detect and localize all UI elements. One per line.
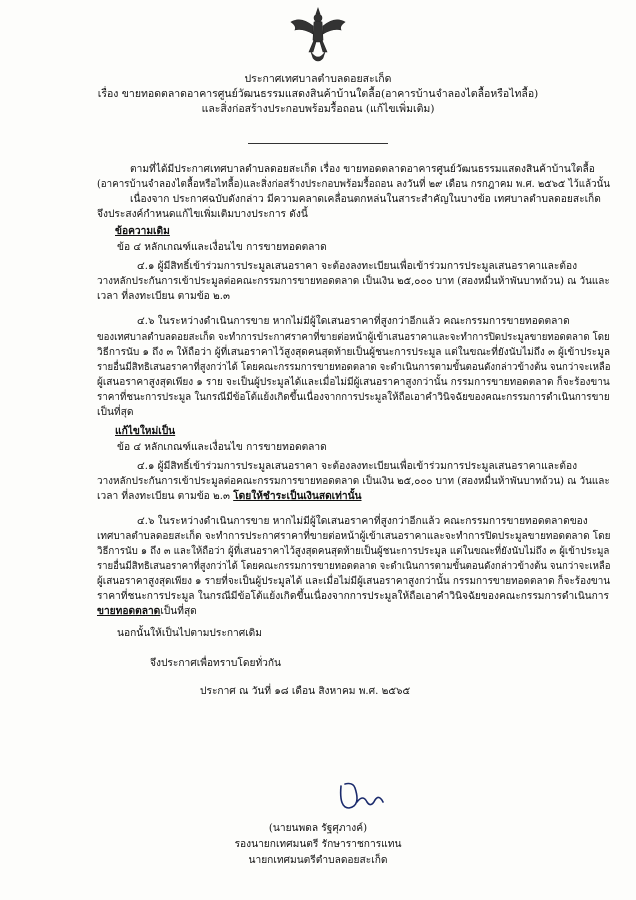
revised-41-line <box>97 490 362 503</box>
signature-icon <box>335 778 390 818</box>
original-41-line: ๔.๑ ผู้มีสิทธิ์เข้าร่วมการประมูลเสนอราคา จะต้องลงทะเบียนเพื่อเข้าร่วมการประมูลเสนอราคาและต้อง <box>137 261 578 272</box>
issuer-title: ประกาศเทศบาลตำบลดอยสะเก็ด <box>244 73 392 85</box>
original-46-line: ของเทศบาลตำบลดอยสะเก็ด จะทำการประกาศราคาที่ขายต่อหน้าผู้เข้าเสนอราคาและจะทำการปิดประมูลขายทอดตลาด โดย <box>97 332 610 343</box>
garuda-emblem-icon <box>287 6 349 66</box>
intro-line: ตามที่ได้มีประกาศเทศบาลตำบลดอยสะเก็ด เรื่อง ขายทอดตลาดอาคารศูนย์วัฒนธรรมแสดงสินค้าบ้านใตลื้อ <box>130 164 595 175</box>
revised-46-line: รายอื่นมีสิทธิเสนอราคาที่สูงกว่าได้ โดยคณะกรรมการขายทอดตลาด จะดำเนินการตามขั้นตอนดังกล่าวข้างต้น จนกว่าจะเหลือ <box>97 561 611 572</box>
revised-46-line: ราคาที่ชนะการประมูล ในกรณีมีข้อโต้แย้งเกิดขึ้นเนื่องจากการประมูลให้ถือเอาคำวินิจฉัยของคณะกรรมการดำเนินการ <box>97 591 609 602</box>
revised-46-line: ผู้เสนอราคาสูงสุดเพียง ๑ รายที่จะเป็นผู้ประมูลได้ และเมื่อไม่มีผู้เสนอราคาสูงกว่านั้น กรรมการขายทอดตลาด ก็จะร้องขาน <box>97 576 611 587</box>
original-46-line: รายอื่นมีสิทธิเสนอราคาที่สูงกว่าได้ โดยคณะกรรมการขายทอดตลาด จะดำเนินการตามขั้นตอนดังกล่าวข้างต้น จนกว่าจะเหลือ <box>97 362 611 373</box>
revised-41-line: ๔.๑ ผู้มีสิทธิ์เข้าร่วมการประมูลเสนอราคา จะต้องลงทะเบียนเพื่อเข้าร่วมการประมูลเสนอราคาและต้อง <box>137 461 578 472</box>
revised-46-tail: เป็นที่สุด <box>160 606 197 617</box>
announce-line: จึงประกาศเพื่อทราบโดยทั่วกัน <box>150 658 282 669</box>
intro-line: เนื่องจาก ประกาศฉบับดังกล่าว มีความคลาดเคลื่อนตกหล่นในสาระสำคัญในบางข้อ เทศบาลตำบลดอยสะเก็ด <box>130 194 601 205</box>
divider <box>248 143 388 144</box>
closing-note: นอกนั้นให้เป็นไปตามประกาศเดิม <box>117 628 263 639</box>
original-clause: ข้อ ๔ หลักเกณฑ์และเงื่อนไข การขายทอดตลาด <box>117 242 327 253</box>
subject-line: เรื่อง ขายทอดตลาดอาคารศูนย์วัฒนธรรมแสดงสินค้าบ้านใตลื้อ(อาคารบ้านจำลองไตลื้อหรือไทลื้อ) <box>97 88 539 100</box>
revised-41-text: เวลา ที่ลงทะเบียน ตามข้อ ๒.๓ <box>97 491 230 502</box>
original-46-line: ผู้เสนอราคาสูงสุดเพียง ๑ ราย จะเป็นผู้ประมูลได้และเมื่อไม่มีผู้เสนอราคาสูงกว่านั้น กรรมการขายทอดตลาด ก็จะร้องขาน <box>97 377 610 388</box>
revised-clause: ข้อ ๔ หลักเกณฑ์และเงื่อนไข การขายทอดตลาด <box>117 442 327 453</box>
revised-41-line: วางหลักประกันการเข้าประมูลต่อคณะกรรมการขายทอดตลาด เป็นเงิน ๒๕,๐๐๐ บาท (สองหมื่นห้าพันบาทถ้วน) ณ วันและ <box>97 476 610 487</box>
intro-line: (อาคารบ้านจำลองไตลื้อหรือไทลื้อ)และสิ่งก่อสร้างประกอบพร้อมรื้อถอน ลงวันที่ ๒๙ เดือน กรกฎาคม พ.ศ. ๒๕๖๕ ไว้แล้วนั้น <box>97 179 610 190</box>
revised-heading: แก้ไขใหม่เป็น <box>115 425 176 437</box>
subject-line-2: และสิ่งก่อสร้างประกอบพร้อมรื้อถอน (แก้ไขเพิ่มเติม) <box>201 103 435 115</box>
original-41-line: วางหลักประกันการเข้าประมูลต่อคณะกรรมการขายทอดตลาด เป็นเงิน ๒๕,๐๐๐ บาท (สองหมื่นห้าพันบาทถ้วน) ณ วันและ <box>97 276 610 287</box>
original-46-line: เป็นที่สุด <box>97 407 134 418</box>
revised-46-line: วิธีการนับ ๑ ถึง ๓ และให้ถือว่า ผู้ที่เสนอราคาไว้สูงสุดคนสุดท้ายเป็นผู้ชนะการประมูล แต่ในขณะที่ยังนับไม่ถึง ๓ ผู้เข้าประมูล <box>97 546 610 557</box>
intro-line: จึงประสงค์กำหนดแก้ไขเพิ่มเติมบางประการ ดังนี้ <box>97 209 308 220</box>
signer-name: (นายนพดล รัฐศุภางค์) <box>268 823 368 834</box>
revised-46-line: ๔.๖ ในระหว่างดำเนินการขาย หากไม่มีผู้ใดเสนอราคาที่สูงกว่าอีกแล้ว คณะกรรมการขายทอดตลาดของ <box>137 516 588 527</box>
original-46-line: วิธีการนับ ๑ ถึง ๓ ให้ถือว่า ผู้ที่เสนอราคาไว้สูงสุดคนสุดท้ายเป็นผู้ชนะการประมูล แต่ในขณะที่ยังนับไม่ถึง ๓ ผู้เข้าประมูล <box>97 347 611 358</box>
signer-position: นายกเทศมนตรีตำบลดอยสะเก็ด <box>248 855 388 866</box>
auction-emphasis: ขายทอดตลาด <box>97 605 161 617</box>
announce-date: ประกาศ ณ วันที่ ๑๘ เดือน สิงหาคม พ.ศ. ๒๕๖๕ <box>200 686 411 697</box>
revised-46-line <box>97 605 197 618</box>
original-46-line: ราคาที่ชนะการประมูล ในกรณีมีข้อโต้แย้งเกิดขึ้นเนื่องจากการประมูลให้ถือเอาคำวินิจฉัยของคณะกรรมการดำเนินการขาย <box>97 392 610 403</box>
original-46-line: ๔.๖ ในระหว่างดำเนินการขาย หากไม่มีผู้ใดเสนอราคาที่สูงกว่าอีกแล้ว คณะกรรมการขายทอดตลาด <box>137 316 570 327</box>
original-41-line: เวลา ที่ลงทะเบียน ตามข้อ ๒.๓ <box>97 291 230 302</box>
signer-position: รองนายกเทศมนตรี รักษาราชการแทน <box>234 839 402 850</box>
revised-46-line: เทศบาลตำบลดอยสะเก็ด จะทำการประกาศราคาที่ขายต่อหน้าผู้เข้าเสนอราคาและจะทำการปิดประมูลขายทอดตลาด โดย <box>97 531 611 542</box>
original-heading: ข้อความเดิม <box>115 225 170 237</box>
cash-only-emphasis: โดยให้ชำระเป็นเงินสดเท่านั้น <box>233 490 362 502</box>
